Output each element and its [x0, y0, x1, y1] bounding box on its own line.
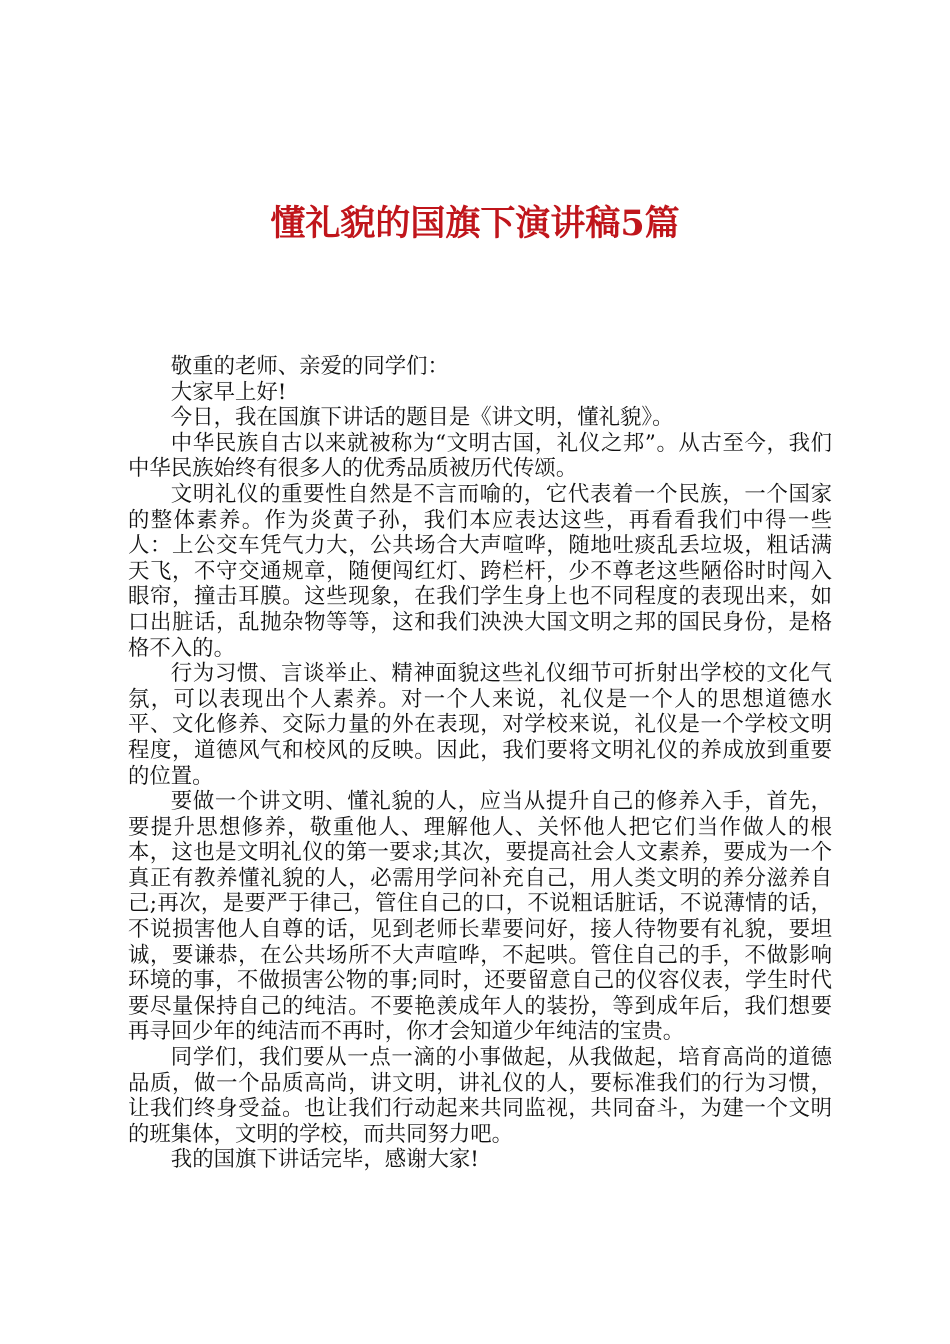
paragraph-etiquette-importance: 文明礼仪的重要性自然是不言而喻的，它代表着一个民族，一个国家的整体素养。作为炎黄子孙，我们本应表达这些，再看看我们中得一些人：上公交车凭气力大，公共场合大声喧哗，随地吐痰乱丢垃圾，粗话满天飞，不守交通规章，随便闯红灯、跨栏杆，少不尊老这些陋俗时时闯入眼帘，撞击耳膜。这些现象，在我们学生身上也不同程度的表现出来，如口出脏话，乱抛杂物等等，这和我们泱泱大国文明之邦的国民身份，是格格不入的。	[128, 481, 832, 661]
document-title: 懂礼貌的国旗下演讲稿5篇	[270, 203, 680, 244]
paragraph-greeting: 大家早上好!	[170, 379, 287, 405]
paragraph-salutation: 敬重的老师、亲爱的同学们：	[170, 354, 449, 379]
paragraph-behavior: 行为习惯、言谈举止、精神面貌这些礼仪细节可折射出学校的文化气氛，可以表现出个人素养。对一个人来说，礼仪是一个人的思想道德水平、文化修养、交际力量的外在表现，对学校来说，礼仪是一个学校文明程度，道德风气和校风的反映。因此，我们要将文明礼仪的养成放到重要的位置。	[128, 661, 832, 789]
paragraph-self-cultivation: 要做一个讲文明、懂礼貌的人，应当从提升自己的修养入手，首先，要提升思想修养，敬重他人、理解他人、关怀他人把它们当作做人的根本，这也是文明礼仪的第一要求;其次，要提高社会人文素养，要成为一个真正有教养懂礼貌的人，必需用学问补充自己，用人类文明的养分滋养自己;再次，是要严于律己，管住自己的口，不说粗话脏话，不说薄情的话，不说损害他人自尊的话，见到老师长辈要问好，接人待物要有礼貌，要坦诚，要谦恭，在公共场所不大声喧哗，不起哄。管住自己的手，不做影响环境的事，不做损害公物的事;同时，还要留意自己的仪容仪表，学生时代要尽量保持自己的纯洁。不要艳羡成年人的装扮，等到成年后，我们想要再寻回少年的纯洁而不再时，你才会知道少年纯洁的宝贵。	[128, 789, 832, 1045]
paragraph-closing: 我的国旗下讲话完毕，感谢大家!	[170, 1147, 479, 1173]
paragraph-call-to-action: 同学们，我们要从一点一滴的小事做起，从我做起，培育高尚的道德品质，做一个品质高尚，讲文明，讲礼仪的人，要标准我们的行为习惯，让我们终身受益。也让我们行动起来共同监视，共同奋斗，为建一个文明的班集体，文明的学校，而共同努力吧。	[128, 1045, 832, 1147]
document-body	[128, 354, 832, 1173]
paragraph-topic: 今日，我在国旗下讲话的题目是《讲文明，懂礼貌》。	[170, 405, 674, 431]
paragraph-civilization: 中华民族自古以来就被称为“文明古国，礼仪之邦”。从古至今，我们中华民族始终有很多人的优秀品质被历代传颂。	[128, 430, 832, 482]
